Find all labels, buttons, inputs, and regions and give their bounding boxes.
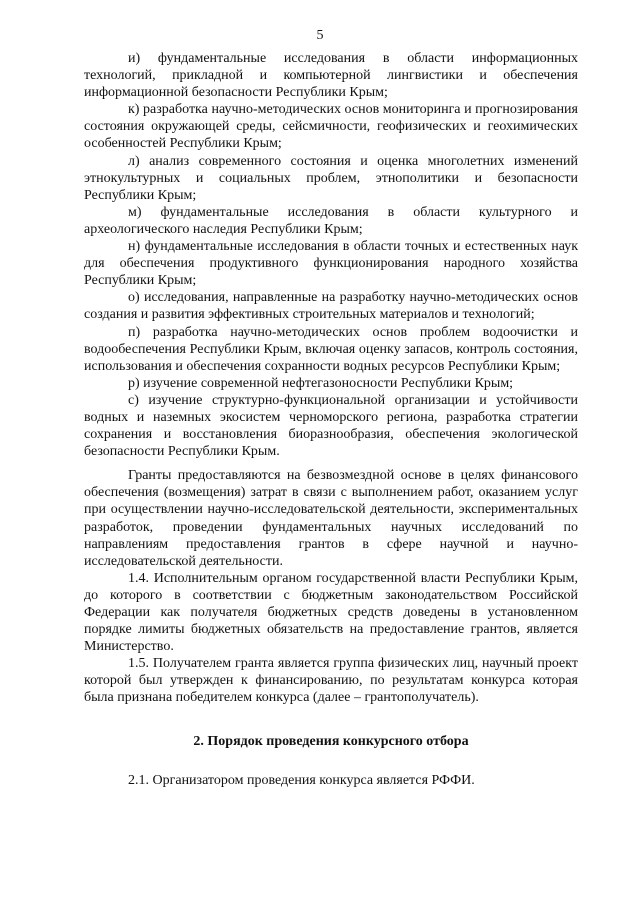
- clause-1-5: 1.5. Получателем гранта является группа физических лиц, научный проект которой был утвержден к финансированию, по результатам конкурса которая была признана победителем конкурса (далее – грантополучатель).: [84, 656, 578, 706]
- list-item-m: м) фундаментальные исследования в области культурного и археологического наследия Республики Крым;: [84, 204, 578, 237]
- list-item-s: с) изучение структурно-функциональной организации и устойчивости водных и наземных экосистем черноморского региона, разработка стратегии сохранения и восстановления биоразнообразия, обеспечения экологической безопасности Республики Крым.: [84, 392, 578, 460]
- list-item-p: п) разработка научно-методических основ проблем водоочистки и водообеспечения Республики Крым, включая оценку запасов, контроль состояния, использования и обеспечения сохранности водных ресурсов Республики Крым;: [84, 324, 578, 374]
- clause-2-1: 2.1. Организатором проведения конкурса является РФФИ.: [128, 772, 475, 788]
- section-heading: 2. Порядок проведения конкурсного отбора: [193, 733, 469, 749]
- document-body: [84, 50, 578, 789]
- list-item-r: р) изучение современной нефтегазоносности Республики Крым;: [128, 375, 514, 391]
- list-item-o: о) исследования, направленные на разработку научно-методических основ создания и развития эффективных строительных материалов и технологий;: [84, 290, 578, 323]
- grants-paragraph: Гранты предоставляются на безвозмездной основе в целях финансового обеспечения (возмещения) затрат в связи с выполнением работ, оказанием услуг при осуществлении научно-исследовательской деятельности, экспериментальных разработок, проведении фундаментальных научных исследований по направлениям предоставления грантов в сфере научной и научно-исследовательской деятельности.: [84, 468, 578, 569]
- list-item-k: к) разработка научно-методических основ мониторинга и прогнозирования состояния окружающей среды, сейсмичности, геофизических и геохимических особенностей Республики Крым;: [84, 102, 578, 152]
- page-number: 5: [316, 28, 324, 43]
- clause-1-4: 1.4. Исполнительным органом государственной власти Республики Крым, до которого в соответствии с бюджетным законодательством Российской Федерации как получателя бюджетных средств доведены в установленном порядке лимиты бюджетных обязательств на предоставление грантов, является Министерство.: [84, 570, 578, 655]
- list-item-i: и) фундаментальные исследования в области информационных технологий, прикладной и компьютерной лингвистики и обеспечения информационной безопасности Республики Крым;: [84, 51, 578, 101]
- list-item-l: л) анализ современного состояния и оценка многолетних изменений этнокультурных и социальных проблем, этнополитики и безопасности Республики Крым;: [84, 153, 578, 203]
- list-item-n: н) фундаментальные исследования в области точных и естественных наук для обеспечения продуктивного функционирования народного хозяйства Республики Крым;: [84, 239, 578, 289]
